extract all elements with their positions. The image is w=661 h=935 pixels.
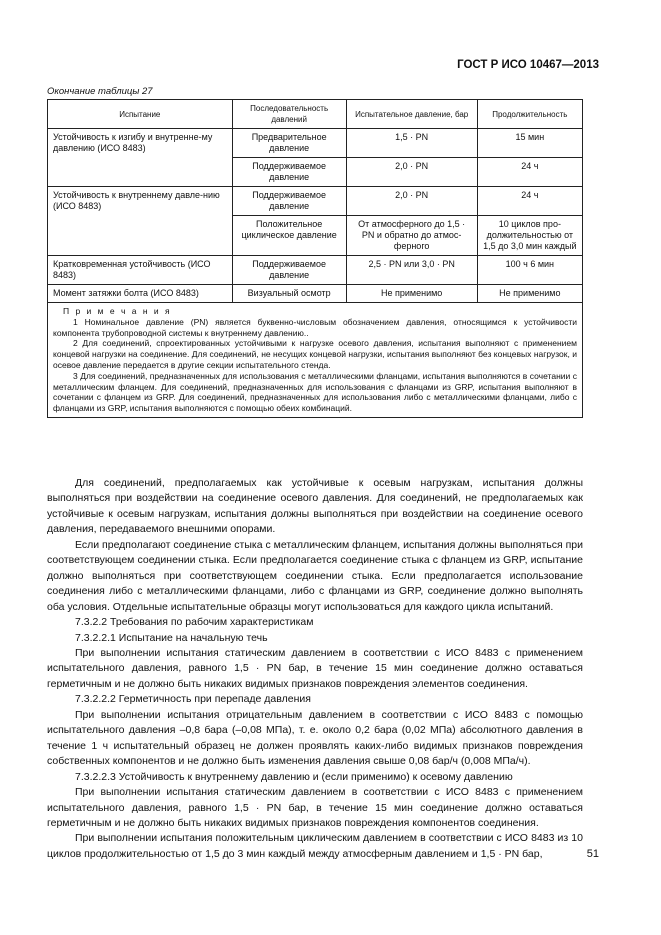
- note-1: 1 Номинальное давление (PN) является буквенно-числовым обозначением давления, относящимся к устойчивости компонента трубопроводной системы к внутреннему давлению..: [53, 316, 577, 338]
- table-notes-row: [48, 303, 583, 418]
- cell-test: Устойчивость к изгибу и внутренне-му давлению (ИСО 8483): [48, 129, 233, 187]
- paragraph: Если предполагают соединение стыка с металлическим фланцем, испытания должны выполняться при соответствующем соединении стыка. Если предполагается соединение стыка с фланцем из GRP, испытание должно выполняться при соответствующем соединении стыка. Если предполагается использование соединения либо с металлическими фланцами, либо с фланцами из GRP, соединение должно выполнять оба условия. Отдельные испытательные образцы могут использоваться для каждого цикла испытаний.: [47, 538, 583, 613]
- cell-sequence: Предварительное давление: [232, 129, 346, 158]
- cell-pressure: 2,5 · PN или 3,0 · PN: [346, 256, 477, 285]
- cell-sequence: Поддерживаемое давление: [232, 158, 346, 187]
- page-number: 51: [586, 848, 599, 860]
- table-caption: Окончание таблицы 27: [47, 86, 153, 97]
- notes-title: П р и м е ч а н и я: [63, 306, 172, 316]
- table-row: [48, 256, 583, 285]
- table-27: [47, 99, 583, 418]
- col-header-test: Испытание: [48, 100, 233, 129]
- section-heading: 7.3.2.2.2 Герметичность при перепаде давления: [75, 693, 311, 706]
- section-heading: 7.3.2.2.1 Испытание на начальную течь: [75, 631, 268, 644]
- cell-pressure: 1,5 · PN: [346, 129, 477, 158]
- body-text: [47, 476, 583, 862]
- table-row: [48, 129, 583, 158]
- section-heading: 7.3.2.2.3 Устойчивость к внутреннему давлению и (если применимо) к осевому давлению: [75, 770, 513, 783]
- cell-test: Устойчивость к внутреннему давле-нию (ИСО 8483): [48, 187, 233, 256]
- cell-duration: 24 ч: [477, 158, 582, 187]
- paragraph: Для соединений, предполагаемых как устойчивые к осевым нагрузкам, испытания должны выполняться при воздействии на соединение осевого давления. Для соединений, не предполагаемых как устойчивые к осевым нагрузкам, испытания должны выполняться при воздействии на соединение осевого давления, передаваемого внешними опорами.: [47, 477, 583, 536]
- cell-pressure: 2,0 · PN: [346, 158, 477, 187]
- note-3: 3 Для соединений, предназначенных для использования с металлическими фланцами, испытания выполняются в сочетании с металлическим фланцем. Для соединений, предназначенных для использования с фланцами из GRP, испытания выполняют в сочетании с фланцем из GRP. Для соединений, предназначенных для использования либо с металлическими фланцами, либо с фланцами из GRP, испытания выполняются с помощью обеих комбинаций.: [53, 370, 577, 414]
- paragraph: При выполнении испытания статическим давлением в соответствии с ИСО 8483 с применением испытательного давления, равного 1,5 · PN бар, в течение 15 мин соединение должно оставаться герметичным и не должно быть никаких видимых признаков повреждения элементов соединения.: [47, 646, 583, 690]
- cell-test: Момент затяжки болта (ИСО 8483): [48, 285, 233, 303]
- paragraph: При выполнении испытания статическим давлением в соответствии с ИСО 8483 с применением испытательного давления, равного 1,5 · PN бар, в течение 15 мин соединение должно оставаться герметичным и не должно быть никаких видимых признаков повреждения компонентов соединения.: [47, 786, 583, 829]
- paragraph: При выполнении испытания положительным циклическим давлением в соответствии с ИСО 8483 из 10 циклов продолжительностью от 1,5 до 3 мин каждый между атмосферным давлением и 1,5 · PN бар,: [47, 832, 583, 860]
- table-row: [48, 187, 583, 216]
- cell-duration: Не применимо: [477, 285, 582, 303]
- cell-sequence: Визуальный осмотр: [232, 285, 346, 303]
- section-heading: 7.3.2.2 Требования по рабочим характеристикам: [75, 616, 314, 629]
- cell-test: Кратковременная устойчивость (ИСО 8483): [48, 256, 233, 285]
- cell-sequence: Положительное циклическое давление: [232, 216, 346, 256]
- table-header-row: [48, 100, 583, 129]
- cell-sequence: Поддерживаемое давление: [232, 187, 346, 216]
- col-header-duration: Продолжительность: [477, 100, 582, 129]
- cell-pressure: От атмосферного до 1,5 · PN и обратно до атмос-ферного: [346, 216, 477, 256]
- note-2: 2 Для соединений, спроектированных устойчивыми к нагрузке осевого давления, испытания выполняют с применением концевой нагрузки на соединение. Для соединений, не несущих концевой нагрузки, испытания выполняют без концевых нагрузок, и осевое давление передается в другие секции испытательного стенда.: [53, 338, 577, 370]
- paragraph: При выполнении испытания отрицательным давлением в соответствии с ИСО 8483 с помощью испытательного давления –0,8 бара (–0,08 МПа), т. е. около 0,2 бара (0,02 МПа) абсолютного давления в течение 1 ч испытательный образец не должен проявлять каких-либо видимых признаков повреждения собственных компонентов и не должно быть изменения давления свыше 0,08 бар/ч (0,008 МПа/ч).: [47, 708, 583, 768]
- col-header-pressure: Испытательное давление, бар: [346, 100, 477, 129]
- standard-designation: ГОСТ Р ИСО 10467—2013: [457, 59, 599, 71]
- cell-pressure: 2,0 · PN: [346, 187, 477, 216]
- table-row: [48, 285, 583, 303]
- cell-duration: 100 ч 6 мин: [477, 256, 582, 285]
- cell-duration: 24 ч: [477, 187, 582, 216]
- cell-duration: 10 циклов про-должительностью от 1,5 до 3,0 мин каждый: [477, 216, 582, 256]
- cell-pressure: Не применимо: [346, 285, 477, 303]
- table-notes: [48, 303, 583, 418]
- cell-sequence: Поддерживаемое давление: [232, 256, 346, 285]
- col-header-sequence: Последовательность давлений: [232, 100, 346, 129]
- cell-duration: 15 мин: [477, 129, 582, 158]
